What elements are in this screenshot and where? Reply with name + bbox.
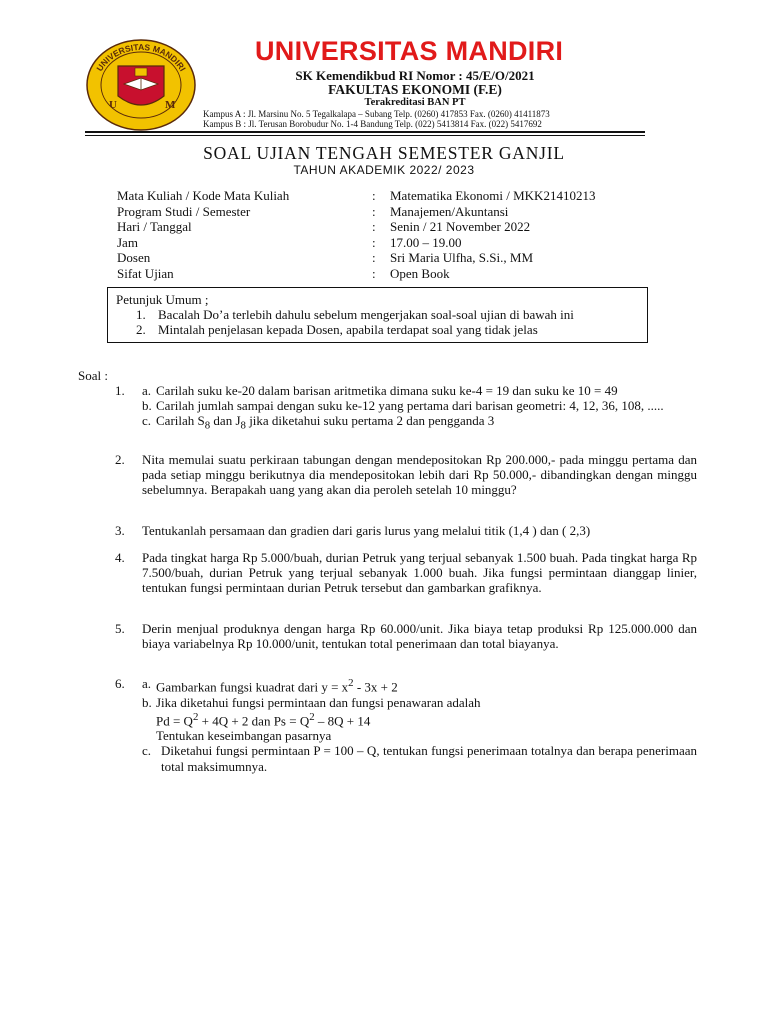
logo-letter-u: U xyxy=(109,99,117,111)
university-logo xyxy=(85,38,197,132)
university-name: UNIVERSITAS MANDIRI xyxy=(255,36,564,66)
decree-number: SK Kemendikbud RI Nomor : 45/E/O/2021 xyxy=(295,68,535,83)
question-text: Tentukanlah persamaan dan gradien dari garis lurus yang melalui titik (1,4 ) dan ( 2,3) xyxy=(142,523,591,538)
exam-info-table xyxy=(117,188,677,282)
instruction-text: Mintalah penjelasan kepada Dosen, apabila terdapat soal yang tidak jelas xyxy=(158,322,538,337)
faculty-name: FAKULTAS EKONOMI (F.E) xyxy=(328,82,502,97)
info-row xyxy=(117,188,677,204)
info-label: Hari / Tanggal xyxy=(117,219,192,235)
question-text: Nita memulai suatu perkiraan tabungan dengan mendepositokan Rp 200.000,- pada minggu pertama dan pada setiap minggu berikutnya dia mendepositokan lebih dari Rp 50.000,- dibandingkan dengan minggu sebelumnya. Berapakah uang yang akan dia peroleh setelah 10 minggu? xyxy=(142,452,697,498)
info-row xyxy=(117,235,677,251)
question-3 xyxy=(115,523,697,538)
info-row xyxy=(117,204,677,220)
info-label: Dosen xyxy=(117,250,151,266)
question-text: Derin menjual produknya dengan harga Rp 60.000/unit. Jika biaya tetap produksi Rp 125.000.000 dan biaya variabelnya Rp 10.000/unit, tentukan total penerimaan dan total biayanya. xyxy=(142,621,697,652)
question-1b: b. Carilah jumlah sampai dengan suku ke-12 yang pertama dari barisan geometri: 4, 12, 36, 108, ..... xyxy=(142,398,664,414)
info-colon: : xyxy=(372,250,376,266)
header-rule-thick xyxy=(85,131,645,133)
question-number: 6. xyxy=(115,676,125,691)
campus-b-address: Kampus B : Jl. Terusan Borobudur No. 1-4 Bandung Telp. (022) 5413814 Fax. (022) 5417692 xyxy=(203,119,542,129)
instructions-box xyxy=(107,287,648,343)
info-label: Sifat Ujian xyxy=(117,265,174,281)
info-colon: : xyxy=(372,219,376,235)
info-value: Manajemen/Akuntansi xyxy=(390,203,509,219)
question-1c: c. Carilah $S_8$ dan $J_8$ jika diketahui suku pertama 2 dan pengganda 3 xyxy=(142,413,495,432)
instruction-text: Bacalah Do’a terlebih dahulu sebelum mengerjakan soal-soal ujian di bawah ini xyxy=(158,307,574,322)
info-label: Program Studi / Semester xyxy=(117,203,251,219)
header-rule-thin xyxy=(85,135,645,136)
info-value: Senin / 21 November 2022 xyxy=(390,219,531,235)
accreditation: Terakreditasi BAN PT xyxy=(364,97,466,108)
question-4 xyxy=(115,550,697,596)
question-1 xyxy=(115,383,697,434)
question-6a: a. Gambarkan fungsi kuadrat dari $y = x^2 - 3x + 2$ xyxy=(142,676,398,695)
question-number: 1. xyxy=(115,383,125,398)
info-colon: : xyxy=(372,188,376,203)
campus-a-address: Kampus A : Jl. Marsinu No. 5 Tegalkalapa – Subang Telp. (0260) 417853 Fax. (0260) 41411873 xyxy=(203,109,550,119)
questions-label: Soal : xyxy=(78,368,108,383)
instruction-item xyxy=(116,307,639,322)
question-5 xyxy=(115,621,697,651)
instruction-number: 2. xyxy=(136,322,146,337)
info-colon: : xyxy=(372,203,376,219)
info-value: Matematika Ekonomi / MKK21410213 xyxy=(390,188,596,203)
question-6 xyxy=(115,676,697,774)
question-number: 2. xyxy=(115,452,125,467)
info-row xyxy=(117,266,677,282)
question-number: 4. xyxy=(115,550,125,565)
info-colon: : xyxy=(372,265,376,281)
exam-title: SOAL UJIAN TENGAH SEMESTER GANJIL xyxy=(203,143,565,163)
info-row xyxy=(117,250,677,266)
academic-year: TAHUN AKADEMIK 2022/ 2023 xyxy=(293,163,475,177)
info-row xyxy=(117,219,677,235)
info-label: Jam xyxy=(117,234,138,250)
info-value: 17.00 – 19.00 xyxy=(390,234,462,250)
instruction-item xyxy=(116,322,639,337)
question-6b: b. Jika diketahui fungsi permintaan dan fungsi penawaran adalah $Pd = Q^2 + 4Q + 2$ dan $Ps = Q^2 - 8Q + 14$ Tentukan keseimbangan pasarnya xyxy=(142,695,697,744)
instructions-title: Petunjuk Umum ; xyxy=(116,292,209,307)
question-2 xyxy=(115,452,697,498)
question-text: Pada tingkat harga Rp 5.000/buah, durian Petruk yang terjual sebanyak 1.500 buah. Pada tingkat harga Rp 7.500/buah, durian Petruk yang terjual sebanyak 1.000 buah. Jika fungsi permintaan dianggap linier, tentukan fungsi permintaan durian Petruk tersebut dan gambarkan grafiknya. xyxy=(142,550,697,596)
info-label: Mata Kuliah / Kode Mata Kuliah xyxy=(117,188,290,203)
question-1a: a. Carilah suku ke-20 dalam barisan aritmetika dimana suku ke-4 = 19 dan suku ke 10 = 49 xyxy=(142,383,618,398)
logo-ring-text: UNIVERSITAS MANDIRI xyxy=(94,41,188,74)
instruction-number: 1. xyxy=(136,307,146,322)
logo-letter-m: M xyxy=(165,99,176,111)
question-number: 3. xyxy=(115,523,125,538)
question-number: 5. xyxy=(115,621,125,636)
question-6c: c. Diketahui fungsi permintaan P = 100 – Q, tentukan fungsi penerimaan totalnya dan berapa penerimaan total maksimumnya. xyxy=(142,743,697,774)
question-6b-equation: $Pd = Q^2 + 4Q + 2$ dan $Ps = Q^2 - 8Q + 14$ xyxy=(156,710,371,729)
info-colon: : xyxy=(372,234,376,250)
info-value: Open Book xyxy=(390,265,450,281)
info-value: Sri Maria Ulfha, S.Si., MM xyxy=(390,250,533,266)
